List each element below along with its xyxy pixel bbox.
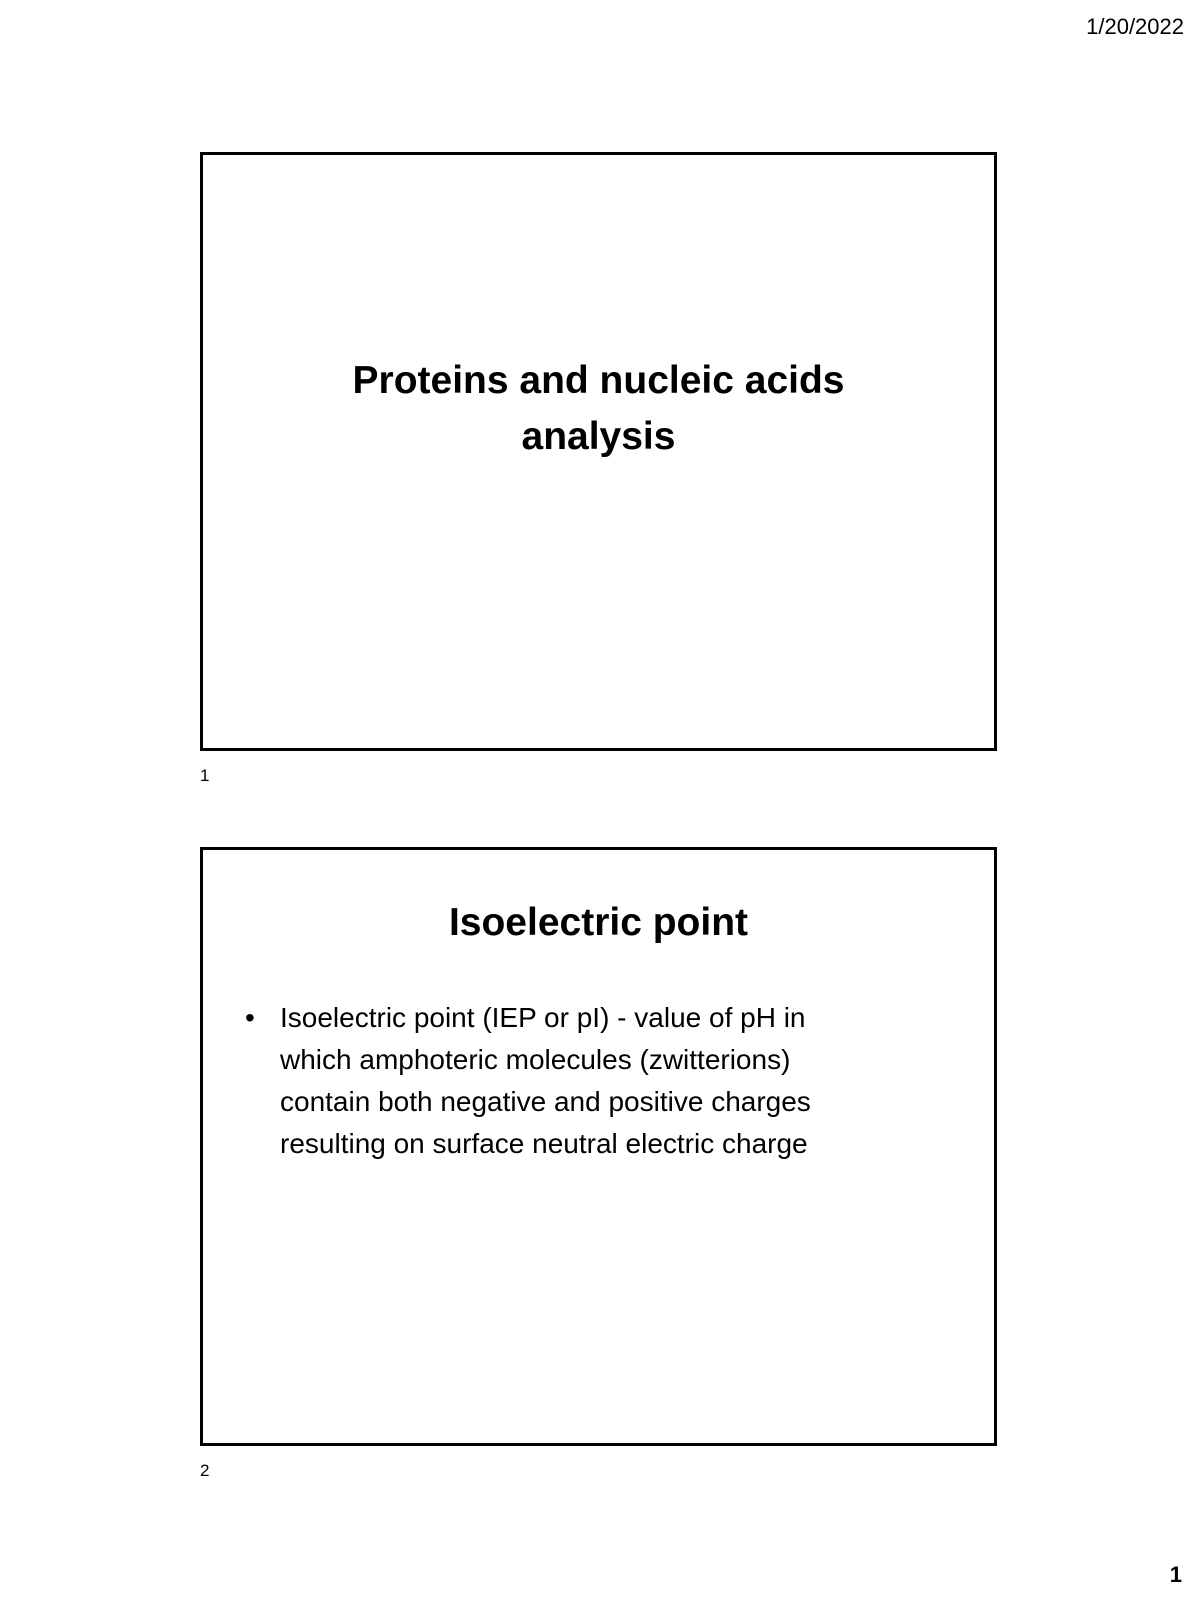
slide-2-bullet-item: [243, 997, 934, 1165]
page-date: 1/20/2022: [1086, 14, 1184, 39]
slide-1-title-line-1: Proteins and nucleic acids: [352, 359, 845, 402]
slide-1-frame: [200, 152, 997, 751]
slide-1-title: [203, 353, 994, 465]
page-number: 1: [1169, 1562, 1182, 1587]
slide-1-title-line-2: analysis: [521, 415, 676, 458]
slide-2-frame: [200, 847, 997, 1446]
slide-2-bullet-list: [243, 997, 934, 1165]
bullet-line-2: which amphoteric molecules (zwitterions): [280, 1044, 791, 1075]
slide-2-number: 2: [200, 1461, 210, 1480]
slide-1-number: 1: [200, 766, 210, 785]
bullet-line-3: contain both negative and positive charges: [280, 1086, 811, 1117]
slide-2-title: Isoelectric point: [448, 901, 749, 944]
bullet-dot-icon: •: [245, 1002, 255, 1033]
bullet-line-4: resulting on surface neutral electric charge: [280, 1128, 808, 1159]
bullet-line-1: Isoelectric point (IEP or pI) - value of pH in: [280, 1002, 806, 1033]
